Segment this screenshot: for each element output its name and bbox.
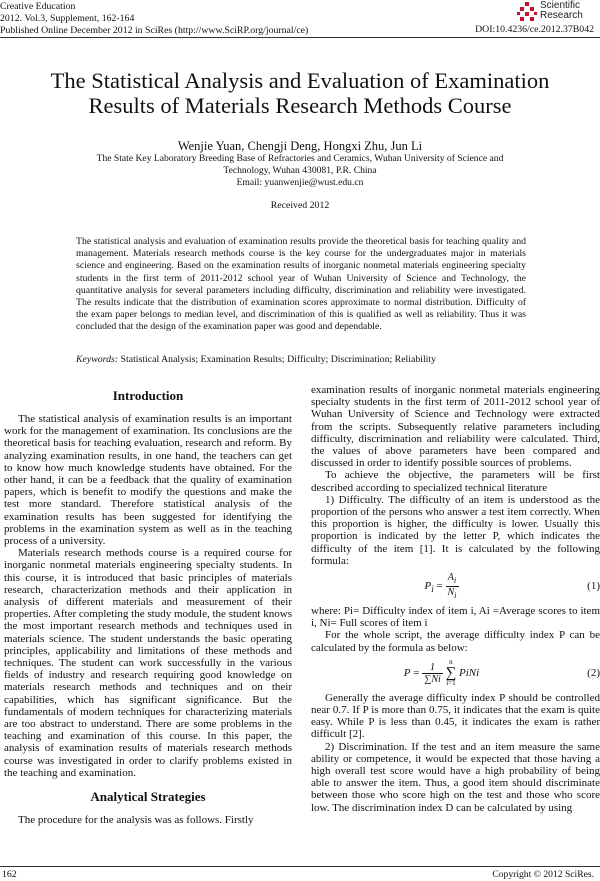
- logo-text-line2: Research: [540, 10, 583, 21]
- right-column: [311, 384, 600, 814]
- keywords-label: Keywords:: [76, 354, 119, 365]
- left-column: [4, 384, 292, 826]
- paper-title: [20, 68, 580, 118]
- journal-volume: 2012. Vol.3, Supplement, 162-164: [0, 13, 135, 24]
- author-email: Email: yuanwenjie@wust.edu.cn: [236, 177, 364, 188]
- paragraph: For the whole script, the average difficulty index P can be calculated by the formula as below:: [311, 629, 600, 654]
- scientific-research-logo: [516, 1, 598, 23]
- fraction: $\frac{1}{\sum Ni}$: [424, 661, 441, 685]
- fraction: $\frac{A_i}{N_i}$: [447, 572, 457, 601]
- paragraph: where: Pi= Difficulty index of item i, Ai =Average scores to item i, Ni= Full scores of item i: [311, 605, 600, 630]
- logo-text-line1: Scientific: [540, 0, 581, 11]
- affiliation-line-2: Technology, Wuhan 430081, P.R. China: [223, 165, 377, 176]
- title-line-1: The Statistical Analysis and Evaluation of Examination: [50, 68, 550, 93]
- abstract-text: The statistical analysis and evaluation of examination results provide the theoretical basis for teaching quality and management. Materials research methods course is the key course for the undergraduates major in materials science and engineering. Based on the examination results of inorganic nonmetal materials engineering specialty students in the first term of 2011-2012 school year of Wuhan University of Science and Technology, the quantitative analysis for several parameters including difficulty, discrimination and reliability were investigated. The results indicate that the distribution of examination scores approximate to normal distribution. Difficulty of the exam paper belongs to median level, and discrimination of this is qualified as well as reliability. Thus it was concluded that the design of the examination paper was good and dependable.: [76, 236, 526, 333]
- sum-symbol: n ∑ i=1: [445, 658, 457, 688]
- paragraph: 1) Difficulty. The difficulty of an item is understood as the proportion of the persons who answer a test item correctly. When this proportion is higher, the difficulty is lower. Usually this proportion is indicated by the letter P, which indicates the difficulty of the item [1]. It is calculated by the following formula:: [311, 493, 600, 567]
- equation-1: $P_i$ = $\frac{A_i}{N_i}$ (1): [424, 572, 600, 601]
- keywords-list: Statistical Analysis; Examination Results; Difficulty; Discrimination; Reliability: [120, 354, 437, 365]
- affiliation-line-1: The State Key Laboratory Breeding Base of Refractories and Ceramics, Wuhan University of Science and: [96, 153, 504, 164]
- abstract: [76, 236, 526, 334]
- equation-2: P = $\frac{1}{\sum Ni}$ n ∑ i=1 PiNi (2): [403, 658, 600, 688]
- copyright: Copyright © 2012 SciRes.: [492, 869, 594, 880]
- paragraph: 2) Discrimination. If the test and an item measure the same ability or competence, it would be expected that those having a high overall test score would have a high probability of being able to answer the item. Thus, a good item should discriminate between those who score high on the test and those who score low. The discrimination index D can be calculated by using: [311, 740, 600, 814]
- header-divider: [0, 37, 600, 38]
- equation-number: (2): [587, 666, 600, 679]
- equation-number: (1): [587, 580, 600, 593]
- publisher-logo-icon: [516, 1, 538, 23]
- affiliation: [70, 153, 530, 189]
- keywords: [76, 354, 526, 366]
- journal-header: [0, 0, 600, 52]
- paragraph: The statistical analysis of examination results is an important work for the management of examination. Its conclusions are the theoretical basis for teaching evaluation, research and reform. By analyzing examination results, in one hand, the teachers can get to know how much knowledge students have obtained. For the other hand, it can be a feedback that the quality of examination papers, which is benefit to modify the questions and make the test more standard. Therefore statistical analysis of the examination results has been suggested for identifying the problems in the examination system as well as in the teaching process of a university.: [4, 413, 292, 548]
- doi: DOI:10.4236/ce.2012.37B042: [475, 24, 594, 35]
- page-number: 162: [2, 869, 17, 880]
- paragraph: To achieve the objective, the parameters will be first described according to specialized technical literature: [311, 469, 600, 494]
- authors: Wenjie Yuan, Chengji Deng, Hongxi Zhu, Jun Li: [177, 139, 423, 153]
- published-online: Published Online December 2012 in SciRes (http://www.SciRP.org/journal/ce): [0, 25, 309, 36]
- paragraph: Materials research methods course is a required course for inorganic nonmetal materials engineering specialty students. In this course, it is introduced that basic principles of materials research, characterization methods and their application in analysis of different materials and measurement of their properties. After completing the study module, the student knows the most important research methods and techniques used in materials science. The student understands the basic operating principles, applicability and limitations of these methods and techniques. The student can work successfully in the various fields of industry and research requiring good knowledge on materials research methods and techniques and on their capabilities, which has significant significance. But the fundamentals of modern techniques for characterizing materials are too abstract to understand. There are some problems in the teaching and examination of this course. In this paper, the analysis of examination results of materials research methods course was investigated in order to clarify problems existed in the teaching and examination.: [4, 547, 292, 779]
- paragraph: Generally the average difficulty index P should be controlled near 0.7. If P is more than 0.75, it indicates that the exam is quite easy. While P is less than 0.45, it indicates the exam is rather difficult [2].: [311, 691, 600, 741]
- page-footer: [0, 866, 600, 881]
- received-date: Received 2012: [270, 200, 330, 211]
- paragraph: The procedure for the analysis was as follows. Firstly: [18, 814, 254, 827]
- section-heading-analytical-strategies: Analytical Strategies: [90, 789, 206, 805]
- paragraph: examination results of inorganic nonmetal materials engineering specialty students in the first term of 2011-2012 school year of Wuhan University of Science and Technology were extracted from the scripts. Subsequently relative parameters including difficulty, discrimination and reliability were calculated. Third, the values of above parameters have been compared and discussed in order to identify possible sources of problems.: [311, 384, 600, 470]
- section-heading-introduction: Introduction: [112, 388, 184, 403]
- title-line-2: Results of Materials Research Methods Course: [88, 93, 512, 118]
- journal-name: Creative Education: [0, 1, 76, 12]
